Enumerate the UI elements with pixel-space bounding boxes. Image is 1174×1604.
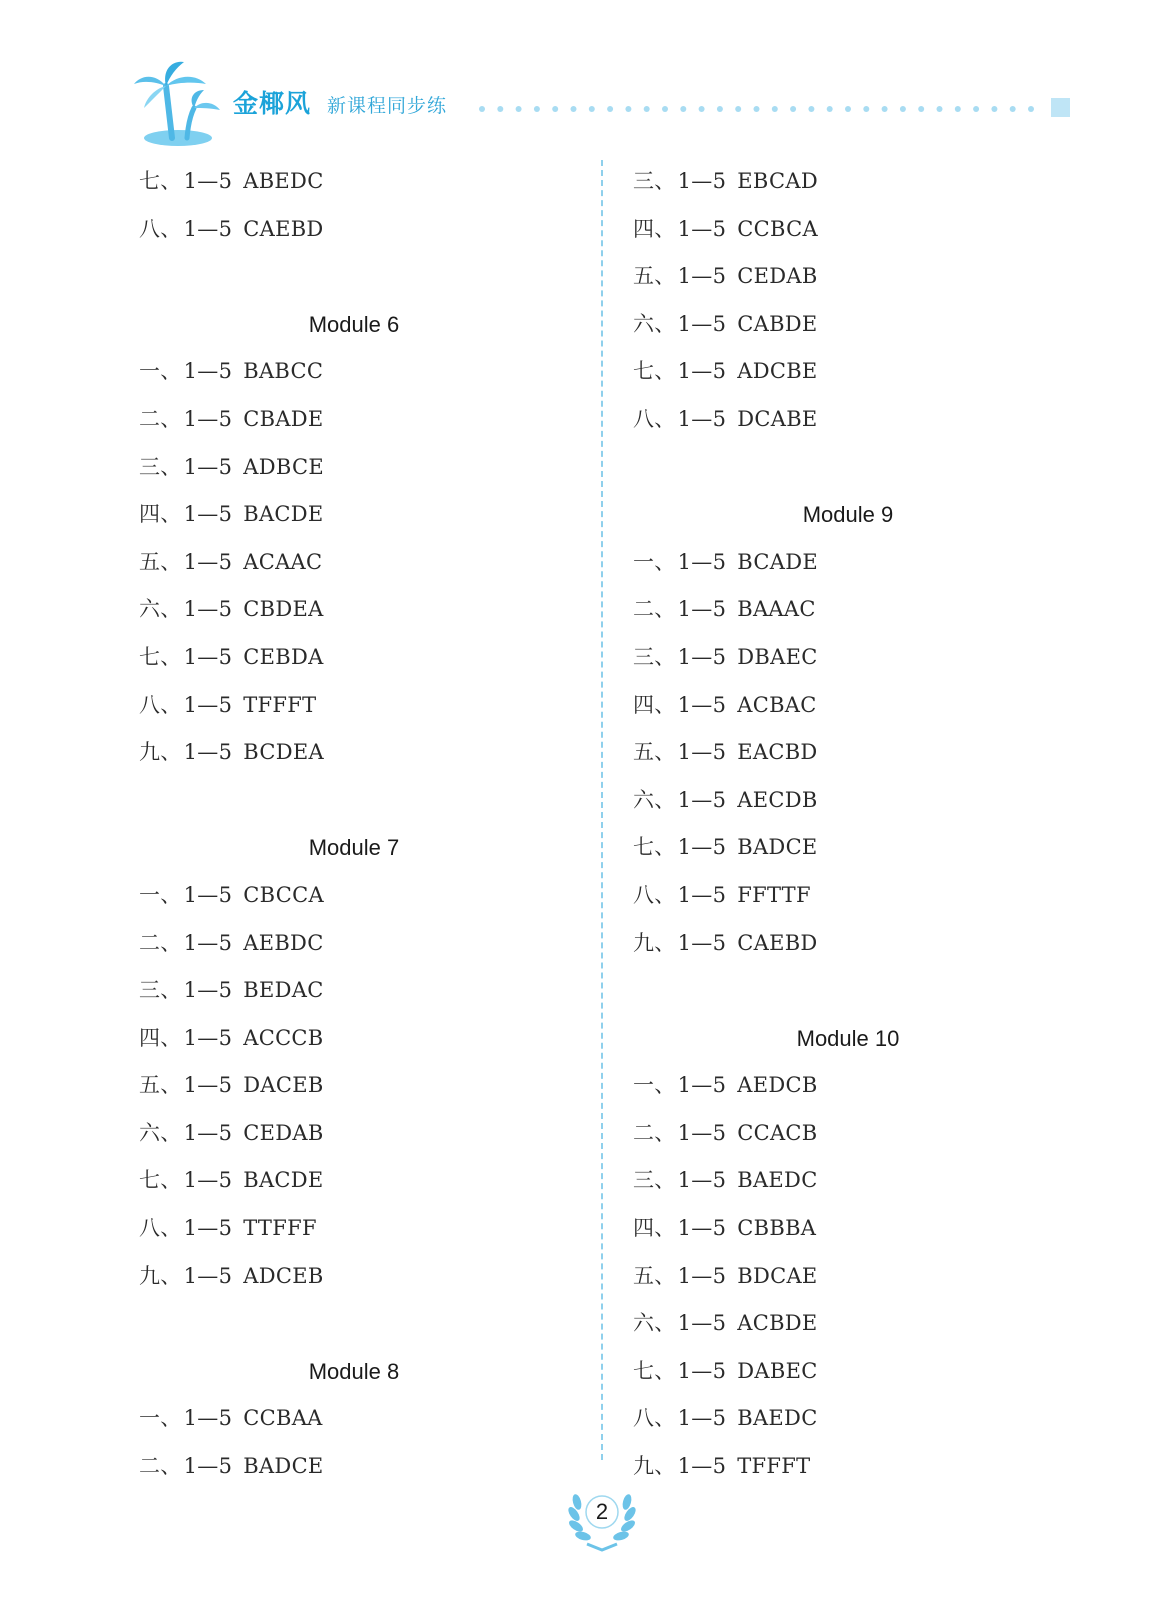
rule-dot	[808, 106, 814, 112]
answer-key: CBCCA	[243, 882, 324, 907]
brand-name: 金椰风	[233, 89, 312, 118]
question-section-label: 五、	[633, 1263, 676, 1288]
answer-key: ADBCE	[243, 454, 324, 479]
question-range: 1—5	[677, 1311, 727, 1336]
answer-line	[139, 1205, 579, 1253]
question-range: 1—5	[677, 1168, 727, 1193]
answer-key: AEDCB	[737, 1073, 818, 1098]
question-section-label: 八、	[139, 692, 182, 717]
question-range: 1—5	[677, 1454, 727, 1479]
answer-line	[139, 967, 579, 1015]
answer-key: BADCE	[243, 1454, 324, 1479]
answer-line	[633, 634, 1073, 682]
answer-line	[633, 920, 1073, 968]
question-section-label: 二、	[633, 1120, 676, 1145]
answer-line	[633, 682, 1073, 730]
rule-dot	[1010, 106, 1016, 112]
answer-key: TFFFT	[737, 1454, 811, 1479]
answer-line	[633, 586, 1073, 634]
rule-dot	[900, 106, 906, 112]
question-section-label: 一、	[139, 1406, 182, 1431]
question-section-label: 五、	[633, 264, 676, 289]
rule-dot	[571, 106, 577, 112]
rule-dot	[680, 106, 686, 112]
answer-key: ABEDC	[243, 169, 324, 193]
question-range: 1—5	[183, 1120, 233, 1145]
answer-line	[139, 586, 579, 634]
module-heading: Module 7	[308, 835, 400, 861]
question-range: 1—5	[183, 882, 233, 907]
answer-line	[139, 634, 579, 682]
question-section-label: 五、	[139, 1073, 182, 1098]
rule-dot	[589, 106, 595, 112]
left-answer-column	[139, 158, 579, 1491]
rule-dot	[790, 106, 796, 112]
answer-line	[139, 158, 579, 206]
answer-key: TFFFT	[243, 692, 317, 717]
answer-line	[139, 682, 579, 730]
question-section-label: 二、	[633, 597, 676, 622]
answer-key: DACEB	[243, 1073, 324, 1098]
question-section-label: 八、	[633, 882, 676, 907]
answer-key: DCABE	[737, 406, 818, 431]
rule-dot	[937, 106, 943, 112]
rule-dot	[497, 106, 503, 112]
answer-line	[633, 396, 1073, 444]
answer-key: BDCAE	[737, 1263, 818, 1288]
question-range: 1—5	[183, 454, 233, 479]
answer-line	[633, 253, 1073, 301]
answer-key: BCADE	[737, 549, 818, 574]
module-heading: Module 9	[802, 502, 894, 528]
question-range: 1—5	[677, 1120, 727, 1145]
answer-key: EACBD	[737, 740, 818, 765]
answer-line	[139, 1443, 579, 1491]
module-heading: Module 10	[796, 1025, 900, 1051]
answer-line	[633, 539, 1073, 587]
question-section-label: 二、	[139, 1454, 182, 1479]
answer-key: BACDE	[243, 502, 324, 527]
section-spacer	[139, 1300, 579, 1348]
question-section-label: 九、	[633, 930, 676, 955]
answer-key: CCACB	[737, 1120, 818, 1145]
answer-line	[633, 1253, 1073, 1301]
answer-key: DABEC	[737, 1358, 818, 1383]
question-section-label: 七、	[139, 644, 182, 669]
rule-dot	[863, 106, 869, 112]
answer-line	[633, 872, 1073, 920]
answer-key: ADCBE	[737, 359, 818, 384]
question-section-label: 七、	[633, 1358, 676, 1383]
answer-key: ACBDE	[737, 1311, 818, 1336]
answer-key: CEBDA	[243, 644, 324, 669]
answer-line	[139, 1395, 579, 1443]
answer-line	[633, 1395, 1073, 1443]
rule-dot	[479, 106, 485, 112]
rule-dot	[973, 106, 979, 112]
question-section-label: 六、	[633, 311, 676, 336]
answer-line	[633, 1300, 1073, 1348]
module-heading: Module 6	[308, 311, 400, 337]
answer-line	[633, 1062, 1073, 1110]
question-range: 1—5	[183, 597, 233, 622]
answer-line	[633, 777, 1073, 825]
question-range: 1—5	[677, 740, 727, 765]
answer-line	[633, 1348, 1073, 1396]
answer-key: EBCAD	[737, 169, 818, 193]
answer-key: CBADE	[243, 406, 324, 431]
answer-line	[633, 301, 1073, 349]
rule-dot	[845, 106, 851, 112]
rule-dot	[772, 106, 778, 112]
answer-key: CCBAA	[243, 1406, 323, 1431]
rule-dot	[625, 106, 631, 112]
question-section-label: 四、	[139, 502, 182, 527]
question-range: 1—5	[183, 1454, 233, 1479]
answer-line	[633, 824, 1073, 872]
question-section-label: 二、	[139, 406, 182, 431]
answer-line	[633, 348, 1073, 396]
question-range: 1—5	[677, 692, 727, 717]
answer-key: CEDAB	[737, 264, 818, 289]
answer-line	[139, 539, 579, 587]
question-range: 1—5	[183, 216, 233, 241]
question-range: 1—5	[183, 644, 233, 669]
question-section-label: 七、	[139, 169, 182, 193]
header-square-mark	[1051, 98, 1070, 117]
question-section-label: 六、	[139, 597, 182, 622]
answer-key: ACAAC	[243, 549, 323, 574]
answer-key: AECDB	[737, 787, 818, 812]
question-section-label: 九、	[139, 1263, 182, 1288]
question-range: 1—5	[677, 882, 727, 907]
answer-key: ACBAC	[737, 692, 817, 717]
rule-dot	[534, 106, 540, 112]
answer-line	[139, 1062, 579, 1110]
answer-line	[633, 1205, 1073, 1253]
answer-key: ADCEB	[243, 1263, 324, 1288]
answer-key: FFTTF	[737, 882, 811, 907]
question-section-label: 九、	[139, 740, 182, 765]
answer-key: CBBBA	[737, 1216, 817, 1241]
question-range: 1—5	[677, 406, 727, 431]
question-section-label: 六、	[139, 1120, 182, 1145]
question-range: 1—5	[183, 502, 233, 527]
rule-dot	[1028, 106, 1034, 112]
module-heading: Module 8	[308, 1358, 400, 1384]
answer-key: AEBDC	[243, 930, 324, 955]
question-section-label: 六、	[633, 787, 676, 812]
question-section-label: 三、	[633, 1168, 676, 1193]
question-section-label: 一、	[139, 359, 182, 384]
question-section-label: 九、	[633, 1454, 676, 1479]
question-range: 1—5	[677, 644, 727, 669]
question-range: 1—5	[183, 169, 233, 193]
answer-line	[139, 206, 579, 254]
question-section-label: 四、	[633, 216, 676, 241]
question-range: 1—5	[183, 1216, 233, 1241]
question-range: 1—5	[677, 1406, 727, 1431]
answer-key: DBAEC	[737, 644, 818, 669]
answer-key: ACCCB	[243, 1025, 324, 1050]
answer-line	[139, 348, 579, 396]
palm-tree-logo-icon	[132, 58, 224, 150]
question-range: 1—5	[677, 835, 727, 860]
question-range: 1—5	[183, 406, 233, 431]
question-range: 1—5	[183, 930, 233, 955]
rule-dot	[699, 106, 705, 112]
answer-key: BEDAC	[243, 978, 324, 1003]
question-section-label: 八、	[633, 1406, 676, 1431]
rule-dot	[516, 106, 522, 112]
question-range: 1—5	[677, 1216, 727, 1241]
question-range: 1—5	[677, 597, 727, 622]
question-section-label: 七、	[139, 1168, 182, 1193]
answer-key: BCDEA	[243, 740, 324, 765]
question-section-label: 四、	[633, 692, 676, 717]
answer-line	[139, 729, 579, 777]
question-section-label: 三、	[633, 169, 676, 193]
page-number: 2	[595, 1499, 609, 1524]
question-section-label: 一、	[633, 549, 676, 574]
section-spacer	[139, 253, 579, 301]
question-section-label: 四、	[139, 1025, 182, 1050]
answer-key: CBDEA	[243, 597, 324, 622]
rule-dot	[735, 106, 741, 112]
column-divider	[601, 160, 603, 1460]
answer-key: BAEDC	[737, 1168, 818, 1193]
answer-key: CEDAB	[243, 1120, 324, 1145]
question-range: 1—5	[183, 1263, 233, 1288]
answer-key: CAEBD	[243, 216, 324, 241]
question-section-label: 三、	[139, 454, 182, 479]
question-section-label: 一、	[633, 1073, 676, 1098]
answer-line	[139, 396, 579, 444]
question-range: 1—5	[183, 1406, 233, 1431]
question-range: 1—5	[183, 740, 233, 765]
question-section-label: 八、	[633, 406, 676, 431]
right-answer-column	[633, 158, 1073, 1491]
question-section-label: 六、	[633, 1311, 676, 1336]
answer-key: CABDE	[737, 311, 818, 336]
question-section-label: 五、	[633, 740, 676, 765]
question-range: 1—5	[183, 1073, 233, 1098]
answer-line	[633, 1443, 1073, 1491]
question-range: 1—5	[677, 311, 727, 336]
answer-line	[633, 729, 1073, 777]
rule-dot	[717, 106, 723, 112]
question-section-label: 七、	[633, 359, 676, 384]
question-range: 1—5	[677, 1073, 727, 1098]
answer-key: BADCE	[737, 835, 818, 860]
question-range: 1—5	[183, 359, 233, 384]
question-section-label: 三、	[139, 978, 182, 1003]
answer-key: BACDE	[243, 1168, 324, 1193]
question-range: 1—5	[183, 1025, 233, 1050]
question-section-label: 四、	[633, 1216, 676, 1241]
question-range: 1—5	[183, 1168, 233, 1193]
answer-line	[139, 872, 579, 920]
question-range: 1—5	[677, 169, 727, 193]
answer-line	[139, 1110, 579, 1158]
series-subtitle: 新课程同步练	[327, 95, 448, 117]
question-range: 1—5	[183, 692, 233, 717]
answer-line	[633, 206, 1073, 254]
answer-line	[139, 444, 579, 492]
answer-line	[633, 1110, 1073, 1158]
section-spacer	[139, 777, 579, 825]
answer-line	[633, 1157, 1073, 1205]
answer-line	[139, 1253, 579, 1301]
question-section-label: 八、	[139, 216, 182, 241]
question-range: 1—5	[677, 216, 727, 241]
answer-line	[139, 920, 579, 968]
question-section-label: 五、	[139, 549, 182, 574]
question-section-label: 一、	[139, 882, 182, 907]
answer-line	[139, 1157, 579, 1205]
rule-dot	[827, 106, 833, 112]
rule-dot	[918, 106, 924, 112]
answer-key: BAEDC	[737, 1406, 818, 1431]
rule-dot	[552, 106, 558, 112]
answer-line	[139, 1015, 579, 1063]
section-spacer	[633, 967, 1073, 1015]
answer-key: TTFFF	[243, 1216, 317, 1241]
question-range: 1—5	[677, 1263, 727, 1288]
question-range: 1—5	[677, 930, 727, 955]
rule-dot	[754, 106, 760, 112]
question-section-label: 三、	[633, 644, 676, 669]
question-range: 1—5	[677, 787, 727, 812]
answer-key: CCBCA	[737, 216, 818, 241]
section-spacer	[633, 444, 1073, 492]
question-range: 1—5	[183, 978, 233, 1003]
rule-dot	[955, 106, 961, 112]
answer-key: CAEBD	[737, 930, 818, 955]
answer-line	[139, 491, 579, 539]
rule-dot	[607, 106, 613, 112]
rule-dot	[662, 106, 668, 112]
question-range: 1—5	[677, 359, 727, 384]
question-section-label: 七、	[633, 835, 676, 860]
question-section-label: 二、	[139, 930, 182, 955]
rule-dot	[644, 106, 650, 112]
question-range: 1—5	[677, 264, 727, 289]
question-range: 1—5	[677, 1358, 727, 1383]
rule-dot	[882, 106, 888, 112]
dotted-rule	[478, 104, 1038, 114]
answer-key: BABCC	[243, 359, 324, 384]
question-range: 1—5	[183, 549, 233, 574]
answer-key: BAAAC	[737, 597, 816, 622]
page-header	[0, 0, 1174, 150]
answer-line	[633, 158, 1073, 206]
question-section-label: 八、	[139, 1216, 182, 1241]
question-range: 1—5	[677, 549, 727, 574]
rule-dot	[991, 106, 997, 112]
